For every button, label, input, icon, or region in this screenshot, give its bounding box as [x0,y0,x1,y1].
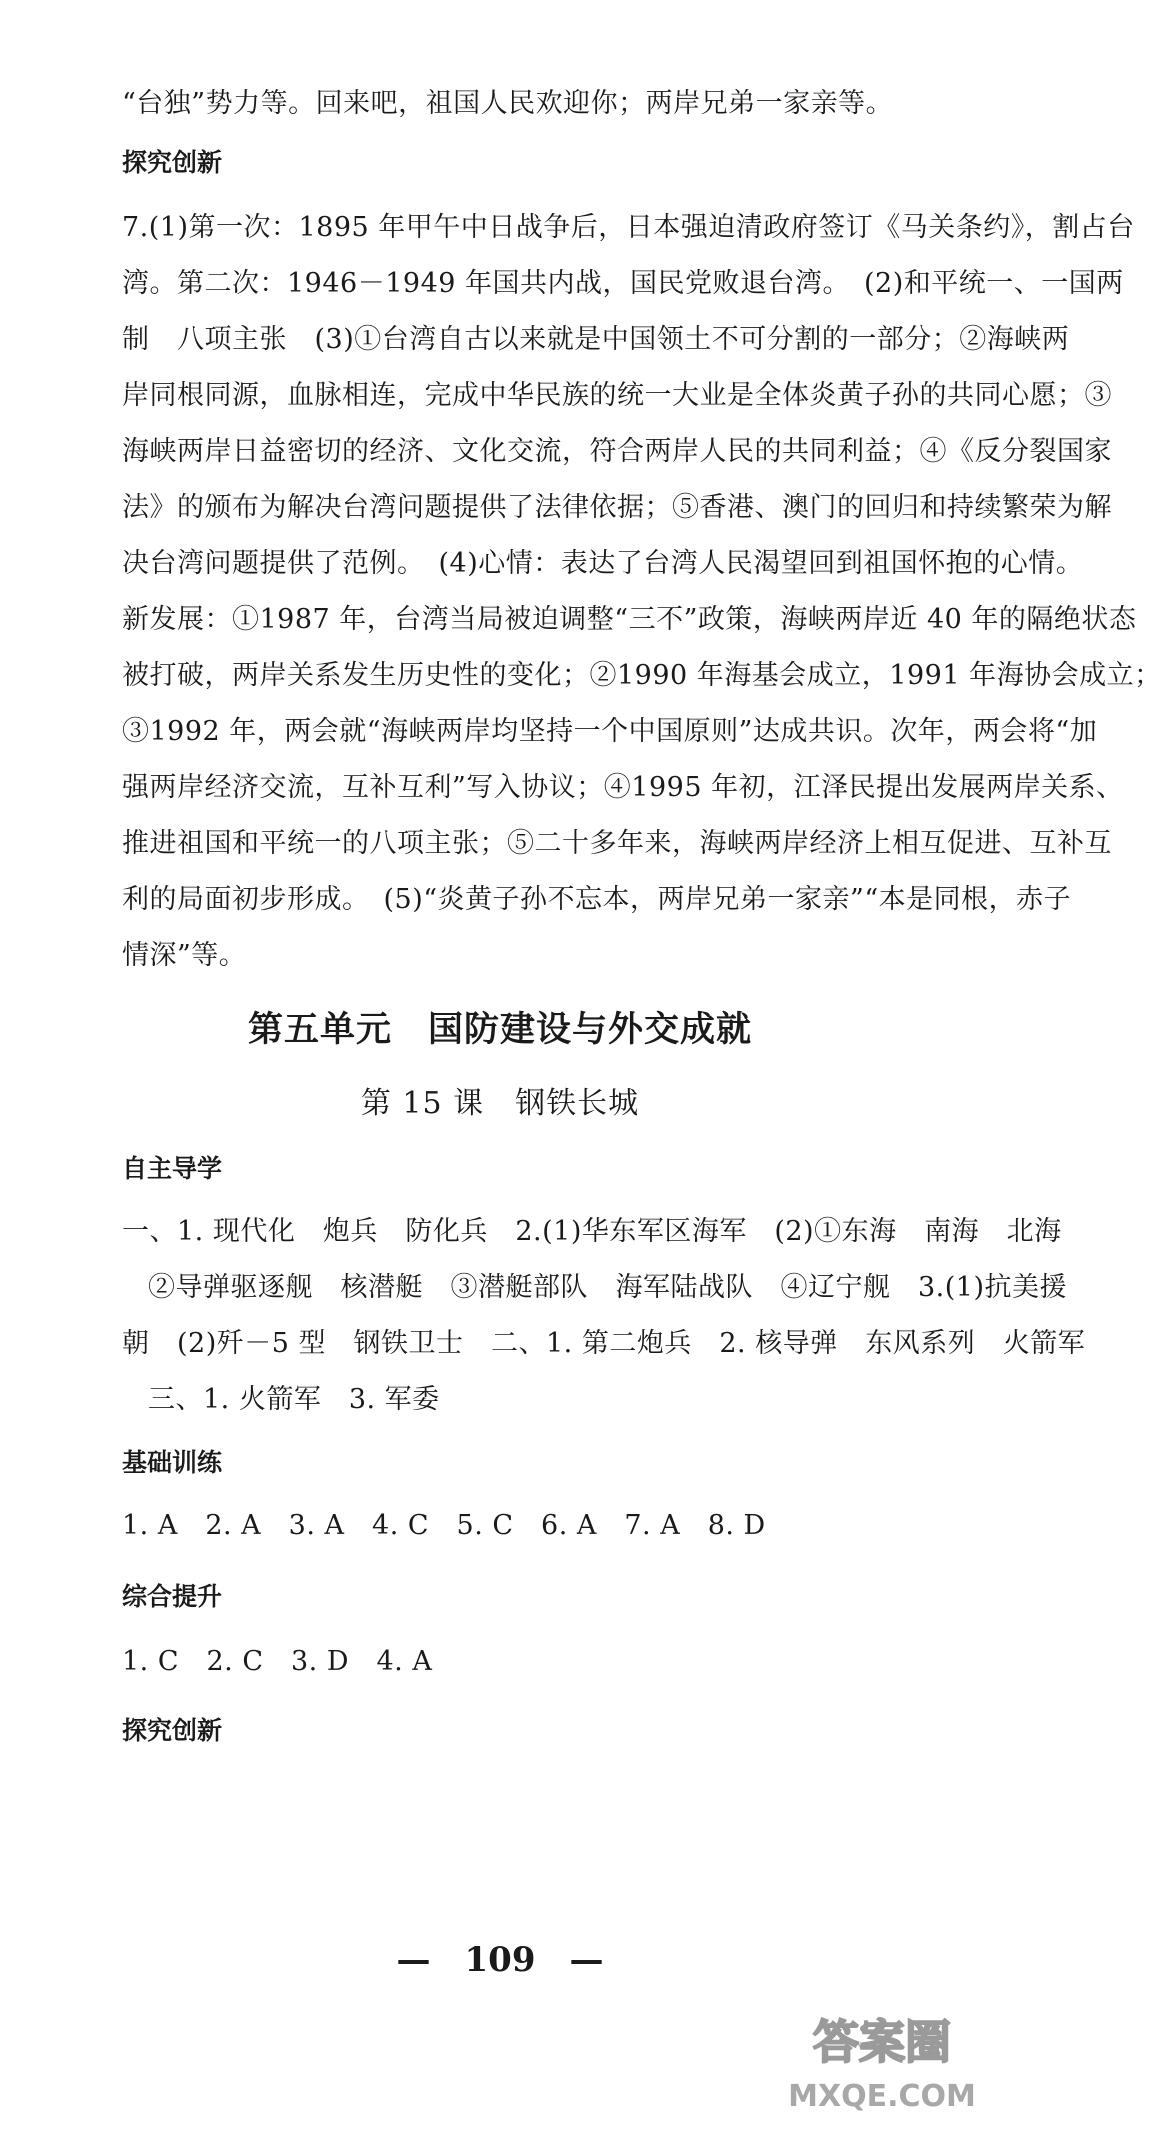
text-line: 被打破，两岸关系发生历史性的变化；②1990 年海基会成立，1991 年海协会成立； [122,660,1162,691]
text-line: 新发展：①1987 年，台湾当局被迫调整“三不”政策，海峡两岸近 40 年的隔绝状态 [122,604,1137,635]
text-line: 强两岸经济交流，互补互利”写入协议；④1995 年初，江泽民提出发展两岸关系、 [122,772,1124,803]
page-number: — 109 — [396,1940,604,1980]
text-line: 三、1. 火箭军 3. 军委 [148,1384,440,1415]
section-heading-explore: 探究创新 [122,1716,223,1745]
text-line: ②导弹驱逐舰 核潜艇 ③潜艇部队 海军陆战队 ④辽宁舰 3.(1)抗美援 [148,1272,1068,1303]
text-line: 朝 (2)歼－5 型 钢铁卫士 二、1. 第二炮兵 2. 核导弹 东风系列 火箭军 [122,1328,1086,1359]
section-heading-self-study: 自主导学 [122,1154,223,1183]
section-heading-basic: 基础训练 [122,1448,223,1477]
text-line: 一、1. 现代化 炮兵 防化兵 2.(1)华东军区海军 (2)①东海 南海 北海 [122,1216,1062,1247]
text-line: 海峡两岸日益密切的经济、文化交流，符合两岸人民的共同利益；④《反分裂国家 [122,436,1112,467]
text-line: ③1992 年，两会就“海峡两岸均坚持一个中国原则”达成共识。次年，两会将“加 [122,716,1098,747]
text-line: 利的局面初步形成。 (5)“炎黄子孙不忘本，两岸兄弟一家亲”“本是同根，赤子 [122,884,1072,915]
text-line: 岸同根同源，血脉相连，完成中华民族的统一大业是全体炎黄子孙的共同心愿；③ [122,380,1112,411]
answer-line-basic: 1. A 2. A 3. A 4. C 5. C 6. A 7. A 8. D [122,1510,766,1541]
watermark-text-top: 答案圈 [813,2015,951,2069]
text-line: 湾。第二次：1946－1949 年国共内战，国民党败退台湾。 (2)和平统一、一国两 [122,268,1124,299]
section-heading-explore: 探究创新 [122,148,223,177]
text-line: 7.(1)第一次：1895 年甲午中日战争后，日本强迫清政府签订《马关条约》，割占台 [122,212,1135,243]
watermark-logo [782,1998,982,2120]
text-line: 推进祖国和平统一的八项主张；⑤二十多年来，海峡两岸经济上相互促进、互补互 [122,828,1112,859]
text-line: “台独”势力等。回来吧，祖国人民欢迎你；两岸兄弟一家亲等。 [122,88,894,119]
text-line: 制 八项主张 (3)①台湾自古以来就是中国领土不可分割的一部分；②海峡两 [122,324,1070,355]
text-line: 法》的颁布为解决台湾问题提供了法律依据；⑤香港、澳门的回归和持续繁荣为解 [122,492,1112,523]
answer-line-comprehensive: 1. C 2. C 3. D 4. A [122,1646,433,1677]
lesson-title: 第 15 课 钢铁长城 [360,1086,640,1121]
text-line: 决台湾问题提供了范例。 (4)心情：表达了台湾人民渴望回到祖国怀抱的心情。 [122,548,1084,579]
watermark-text-bottom: MXQE.COM [788,2079,976,2114]
text-line: 情深”等。 [122,940,247,971]
unit-title: 第五单元 国防建设与外交成就 [247,1010,752,1050]
section-heading-comprehensive: 综合提升 [122,1582,223,1611]
